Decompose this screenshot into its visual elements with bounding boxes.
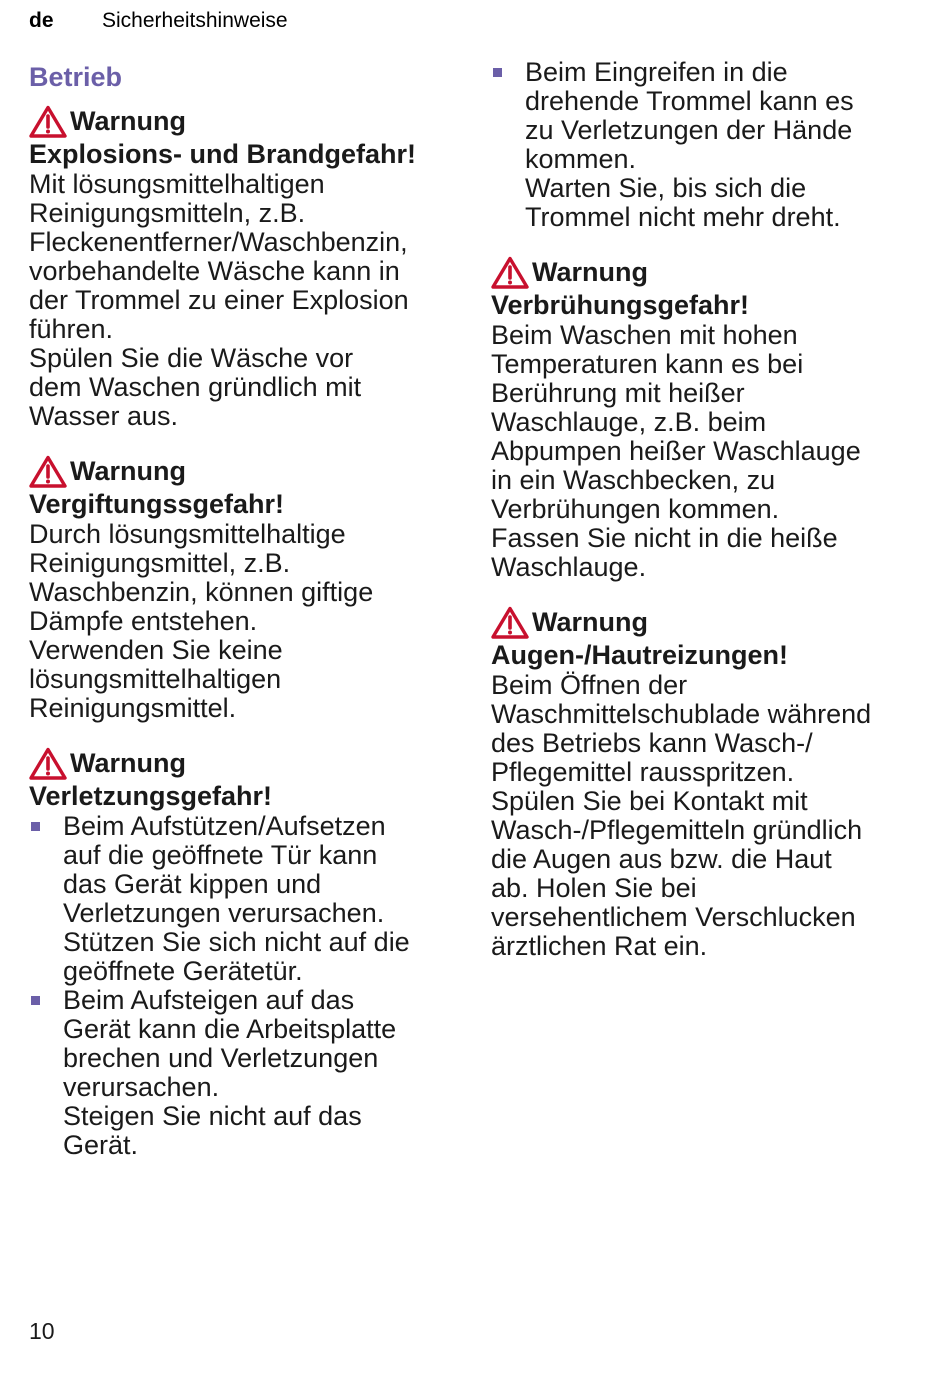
text-line: Pflegemittel rausspritzen. [491,757,795,787]
text-line: brechen und Verletzungen [63,1043,379,1073]
continued-list [491,58,921,232]
text-line: Fassen Sie nicht in die heiße [491,523,838,553]
text-line: lösungsmittelhaltigen [29,664,282,694]
warning-triangle-icon [491,256,529,289]
text-line: Verbrühungen kommen. [491,494,780,524]
right-warnings [491,256,921,961]
warning-block [29,747,459,1160]
text-line: Durch lösungsmittelhaltige [29,519,346,549]
text-line: das Gerät kippen und [63,869,322,899]
warning-title: Verbrühungsgefahr! [491,290,750,320]
warning-label: Warnung [532,607,648,637]
warning-label: Warnung [532,257,648,287]
text-line: Stützen Sie sich nicht auf die [63,927,410,957]
text-line: Temperaturen kann es bei [491,349,804,379]
text-line: Gerät kann die Arbeitsplatte [63,1014,397,1044]
text-line: Reinigungsmittel, z.B. [29,548,291,578]
left-warnings [29,105,459,1160]
section-title: Betrieb [29,62,123,92]
text-line: Beim Aufsteigen auf das [63,985,355,1015]
text-line: geöffnete Gerätetür. [63,956,303,986]
text-line: Beim Öffnen der [491,670,688,700]
warning-heading [491,606,921,639]
text-line: der Trommel zu einer Explosion [29,285,409,315]
text-line: vorbehandelte Wäsche kann in [29,256,400,286]
list-item-text [63,986,459,1160]
warning-label: Warnung [70,456,186,486]
header-section-title: Sicherheitshinweise [102,9,288,32]
warning-text [491,671,921,961]
page-number: 10 [29,1318,55,1344]
text-line: des Betriebs kann Wasch-/ [491,728,813,758]
warning-text [491,321,921,582]
warning-heading [491,256,921,289]
text-line: Waschmittelschublade während [491,699,872,729]
text-line: Waschlauge, z.B. beim [491,407,767,437]
warning-title: Vergiftungssgefahr! [29,489,285,519]
text-line: Wasch-/Pflegemitteln gründlich [491,815,863,845]
warning-triangle-icon [29,105,67,138]
warning-title: Verletzungsgefahr! [29,781,273,811]
warning-text [29,170,459,431]
warning-block [29,455,459,723]
bullet-icon [493,68,502,77]
text-line: ab. Holen Sie bei [491,873,697,903]
warning-block [29,105,459,431]
text-line: Spülen Sie bei Kontakt mit [491,786,808,816]
text-line: dem Waschen gründlich mit [29,372,362,402]
text-line: Steigen Sie nicht auf das [63,1101,362,1131]
warning-triangle-icon [491,606,529,639]
warning-title: Explosions- und Brandgefahr! [29,139,417,169]
warning-title: Augen-/Hautreizungen! [491,640,788,670]
warning-triangle-icon [29,455,67,488]
text-line: Wasser aus. [29,401,179,431]
text-line: Beim Aufstützen/Aufsetzen [63,811,386,841]
warning-label: Warnung [70,748,186,778]
text-line: Beim Eingreifen in die [525,57,788,87]
text-line: zu Verletzungen der Hände [525,115,853,145]
list-item [29,812,459,986]
text-line: Mit lösungsmittelhaltigen [29,169,325,199]
text-line: versehentlichem Verschlucken [491,902,856,932]
bullet-icon [31,996,40,1005]
text-line: Trommel nicht mehr dreht. [525,202,841,232]
text-line: Waschlauge. [491,552,647,582]
warning-block [491,256,921,582]
text-line: Gerät. [63,1130,139,1160]
text-line: drehende Trommel kann es [525,86,854,116]
text-line: Reinigungsmittel. [29,693,237,723]
text-line: Verwenden Sie keine [29,635,283,665]
text-line: in ein Waschbecken, zu [491,465,776,495]
warning-heading [29,455,459,488]
text-line: Spülen Sie die Wäsche vor [29,343,354,373]
bullet-icon [31,822,40,831]
text-line: Fleckenentferner/Waschbenzin, [29,227,408,257]
text-line: Reinigungsmitteln, z.B. [29,198,306,228]
warning-text [29,520,459,723]
text-line: Warten Sie, bis sich die [525,173,807,203]
text-line: Dämpfe entstehen. [29,606,258,636]
left-column [29,58,459,1184]
list-item [29,986,459,1160]
warning-heading [29,105,459,138]
warning-label: Warnung [70,106,186,136]
list-item-text [525,58,921,232]
text-line: kommen. [525,144,637,174]
text-line: führen. [29,314,114,344]
warning-triangle-icon [29,747,67,780]
text-line: auf die geöffnete Tür kann [63,840,378,870]
language-code: de [29,9,54,32]
list-item [491,58,921,232]
text-line: ärztlichen Rat ein. [491,931,708,961]
text-line: Beim Waschen mit hohen [491,320,798,350]
text-line: Verletzungen verursachen. [63,898,385,928]
list-item-text [63,812,459,986]
text-line: die Augen aus bzw. die Haut [491,844,832,874]
text-line: Abpumpen heißer Waschlauge [491,436,861,466]
warning-block [491,606,921,961]
right-column [491,58,921,985]
text-line: verursachen. [63,1072,220,1102]
text-line: Waschbenzin, können giftige [29,577,374,607]
text-line: Berührung mit heißer [491,378,745,408]
warning-heading [29,747,459,780]
